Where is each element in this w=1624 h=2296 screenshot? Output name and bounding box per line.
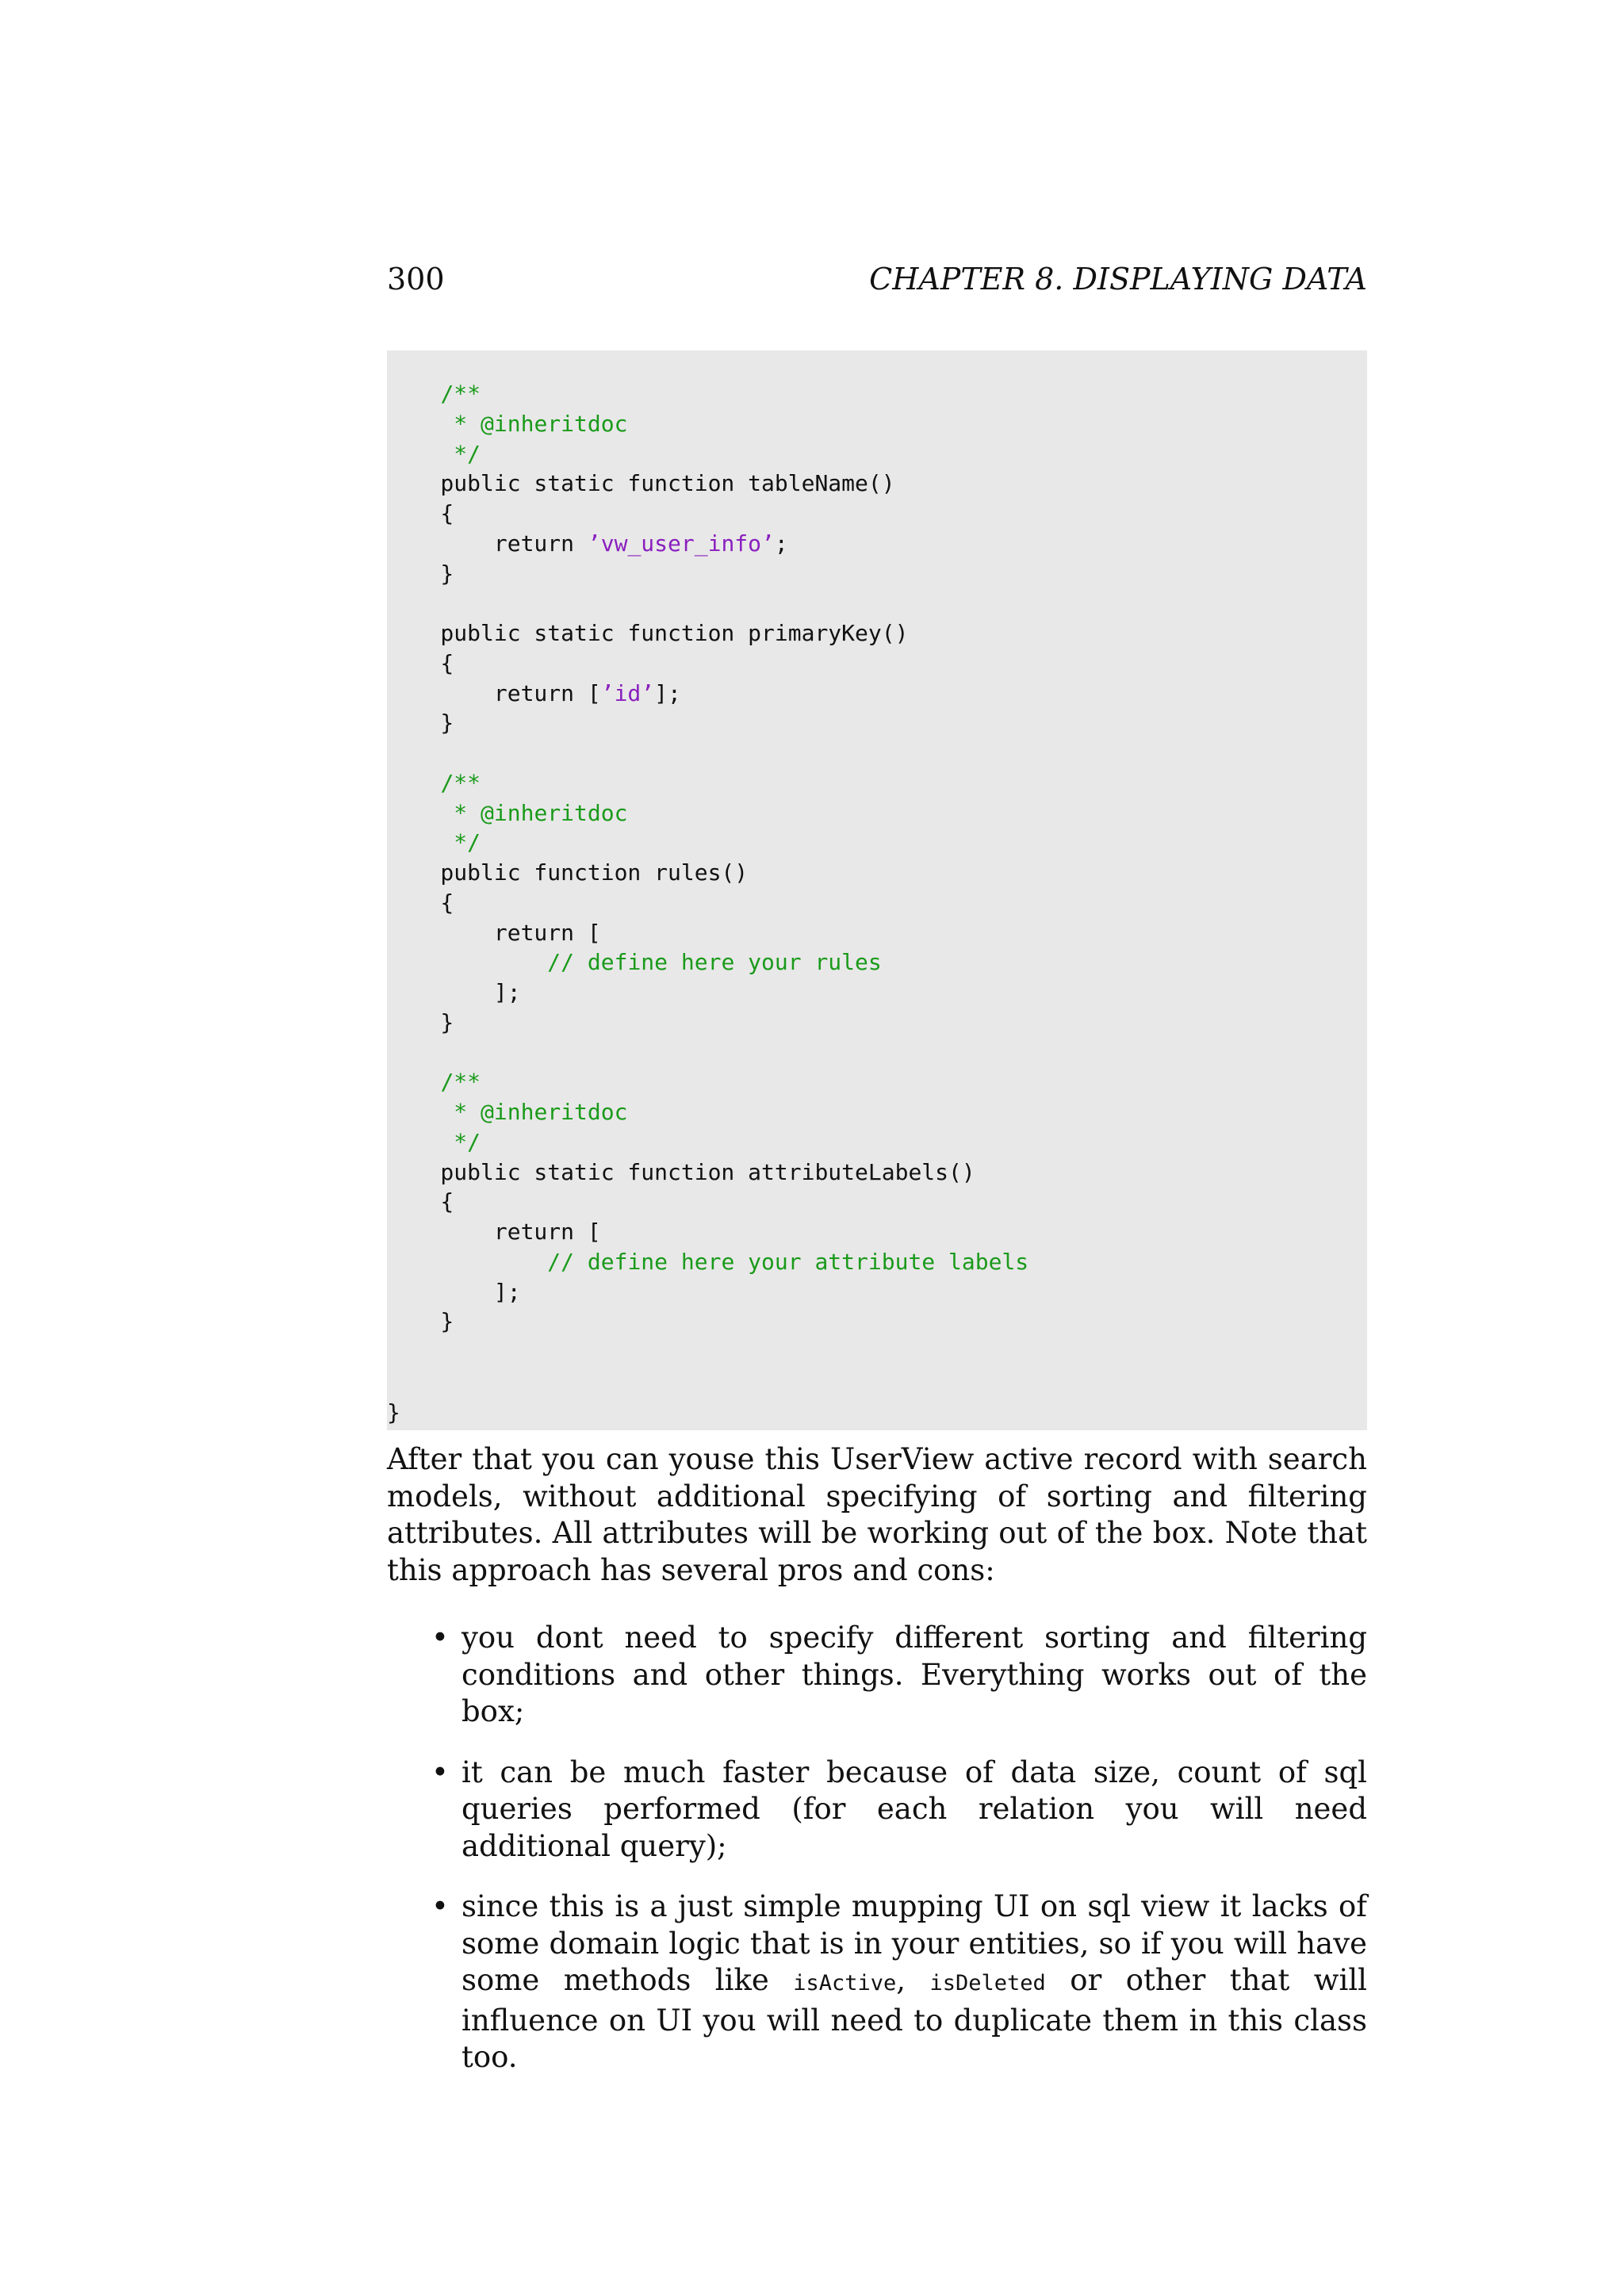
code-line <box>387 499 1028 529</box>
code-line <box>387 649 1028 679</box>
code-line <box>387 559 1028 589</box>
code-token: } <box>387 560 454 587</box>
code-token-comment: */ <box>454 440 481 467</box>
code-line <box>387 1307 1028 1337</box>
list-item-text: it can be much faster because of data size, count of sql queries performed (for each relation you will need additional query); <box>462 1755 1367 1863</box>
code-token <box>387 441 454 467</box>
code-line <box>387 469 1028 499</box>
code-token <box>387 1249 547 1275</box>
inline-code-isactive: isActive <box>793 1971 897 1996</box>
list-item <box>387 1888 1367 2076</box>
code-token: return <box>387 530 588 557</box>
code-token: public static function tableName() <box>387 470 895 497</box>
code-line <box>387 768 1028 798</box>
code-token <box>387 1129 454 1155</box>
code-line <box>387 679 1028 709</box>
bullet-icon: • <box>431 1755 449 1789</box>
bullet-icon: • <box>431 1621 449 1655</box>
list-item-text: or other that will influence on UI you will need to duplicate them in this class too. <box>462 1963 1367 2074</box>
pros-cons-list <box>387 1620 1367 2100</box>
code-token-comment: /** <box>440 381 481 407</box>
code-token: { <box>387 889 454 916</box>
code-line <box>387 798 1028 828</box>
code-line <box>387 1038 1028 1068</box>
code-token: } <box>387 1008 454 1035</box>
code-token-comment: /** <box>440 1069 481 1096</box>
code-token <box>387 829 454 855</box>
code-token-string: ’id’ <box>600 679 655 706</box>
code-token: return [ <box>387 679 601 706</box>
code-line <box>387 1158 1028 1188</box>
code-token: public static function primaryKey() <box>387 620 909 646</box>
code-token-comment: * @inheritdoc <box>454 1099 628 1125</box>
code-token: public static function attributeLabels() <box>387 1158 975 1185</box>
running-head: CHAPTER 8. DISPLAYING DATA <box>869 262 1367 297</box>
code-line <box>387 409 1028 439</box>
code-token: { <box>387 1188 454 1215</box>
code-line <box>387 978 1028 1008</box>
code-token <box>387 770 440 796</box>
code-token-comment: // define here your rules <box>547 949 882 976</box>
code-line <box>387 1247 1028 1277</box>
code-token-comment: // define here your attribute labels <box>547 1248 1029 1275</box>
code-token-comment: */ <box>454 829 481 856</box>
list-item-text: you dont need to specify different sorting and filtering conditions and other things. Everything works out of the box; <box>462 1621 1367 1728</box>
code-lines <box>387 379 1028 1337</box>
code-line <box>387 1217 1028 1247</box>
list-item-text: , <box>896 1963 930 1997</box>
code-line <box>387 708 1028 738</box>
code-token: ; <box>774 530 788 557</box>
code-line <box>387 918 1028 948</box>
code-token: ]; <box>387 1278 521 1305</box>
code-token: } <box>387 710 454 737</box>
page-number: 300 <box>387 262 445 297</box>
code-token: return [ <box>387 919 601 946</box>
code-closing-brace: } <box>387 1399 400 1425</box>
code-line <box>387 1067 1028 1097</box>
code-token: ]; <box>654 679 681 706</box>
code-line <box>387 947 1028 978</box>
inline-code-isdeleted: isDeleted <box>929 1971 1046 1996</box>
code-token <box>387 1069 440 1095</box>
bullet-icon: • <box>431 1889 449 1923</box>
list-item <box>387 1755 1367 1866</box>
code-line <box>387 888 1028 918</box>
code-line <box>387 828 1028 858</box>
page-header <box>387 255 1367 303</box>
code-line <box>387 1277 1028 1307</box>
code-token <box>387 1099 454 1125</box>
code-token <box>387 411 454 437</box>
code-token: } <box>387 1308 454 1335</box>
code-token-comment: */ <box>454 1128 481 1155</box>
code-line <box>387 1008 1028 1038</box>
code-line <box>387 618 1028 649</box>
code-token: { <box>387 649 454 676</box>
code-token <box>387 949 547 975</box>
code-block <box>387 350 1367 1430</box>
code-token-comment: /** <box>440 769 481 796</box>
code-line <box>387 738 1028 768</box>
code-line <box>387 1187 1028 1217</box>
code-token: { <box>387 500 454 526</box>
code-line <box>387 858 1028 888</box>
code-token <box>387 381 440 407</box>
list-item <box>387 1620 1367 1731</box>
code-token: return [ <box>387 1219 601 1245</box>
code-line <box>387 1127 1028 1158</box>
code-token-comment: * @inheritdoc <box>454 410 628 437</box>
code-line <box>387 529 1028 559</box>
list-item-text: since this is a just simple mupping UI on sql view it lacks of some domain logic that is in your entities, so if you will have some methods like <box>462 1889 1367 1997</box>
code-token: ]; <box>387 979 521 1005</box>
code-token <box>387 800 454 826</box>
code-line <box>387 1097 1028 1127</box>
code-line <box>387 379 1028 409</box>
body-paragraph: After that you can youse this UserView active record with search models, without additional specifying of sorting and filtering attributes. All attributes will be working out of the box. Note that this approach has several pros and cons: <box>387 1442 1367 1587</box>
code-token-comment: * @inheritdoc <box>454 799 628 826</box>
code-token: public function rules() <box>387 859 749 886</box>
code-line <box>387 439 1028 469</box>
code-token-string: ’vw_user_info’ <box>587 530 775 557</box>
code-line <box>387 588 1028 618</box>
